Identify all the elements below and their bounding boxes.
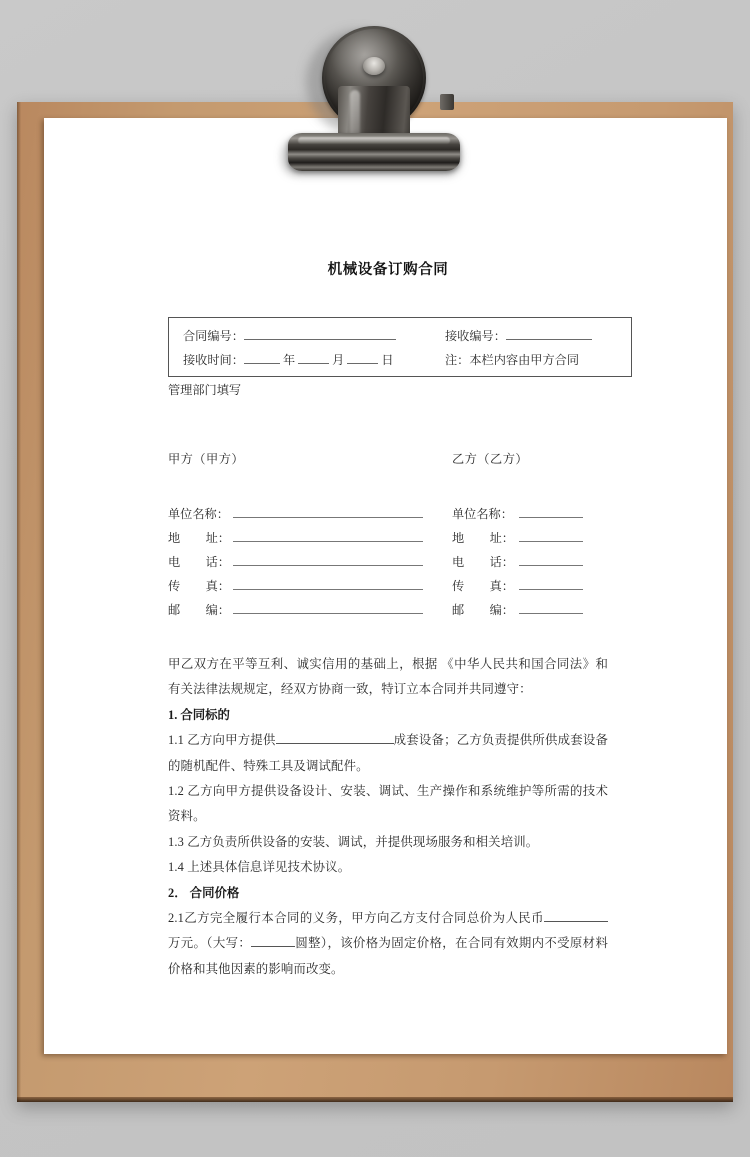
- receipt-number-field: [445, 324, 592, 349]
- party-b-column: [452, 447, 608, 622]
- party-a-address-label-l: 地: [168, 531, 181, 545]
- party-a-zip-blank[interactable]: [233, 600, 423, 614]
- clip-bar: [288, 133, 460, 171]
- party-a-fax-blank[interactable]: [233, 576, 423, 590]
- header-note-text: 注：本栏内容由甲方合同: [445, 353, 580, 367]
- party-a-column: [168, 447, 452, 622]
- party-a-unit-name-blank[interactable]: [233, 504, 423, 518]
- day-unit-label: 日: [381, 353, 394, 367]
- party-a-phone-row: [168, 550, 452, 574]
- party-b-phone-label-l: 电: [452, 555, 465, 569]
- party-b-zip-label-r: 编：: [489, 603, 514, 617]
- party-b-zip-label-l: 邮: [452, 603, 465, 617]
- receipt-year-blank[interactable]: [244, 350, 280, 364]
- party-a-phone-label-r: 话：: [205, 555, 230, 569]
- party-b-address-label-l: 地: [452, 531, 465, 545]
- party-a-title: 甲方（甲方）: [168, 452, 245, 466]
- party-b-fax-label: [452, 574, 514, 599]
- clause-1-3-text: 乙方负责所供设备的安装、调试，并提供现场服务和相关培训。: [187, 834, 539, 849]
- clause-2-1-number: 2.1: [168, 911, 184, 926]
- party-a-unit-name-row: [168, 502, 452, 526]
- party-a-fax-label-r: 真：: [205, 579, 230, 593]
- party-b-phone-blank[interactable]: [519, 552, 583, 566]
- party-b-address-row: [452, 526, 608, 550]
- clause-1-2-text: 乙方向甲方提供设备设计、安装、调试、生产操作和系统维护等所需的技术资料。: [168, 784, 609, 824]
- receipt-number-label: 接收编号：: [445, 329, 506, 343]
- clause-1-2-number: 1.2: [168, 784, 184, 799]
- section-1-heading: 1. 合同标的: [168, 707, 230, 722]
- party-b-phone-label-r: 话：: [489, 555, 514, 569]
- party-a-fax-label-l: 传: [168, 579, 181, 593]
- section-2-heading: 2． 合同价格: [168, 885, 240, 900]
- clause-2-1: [168, 906, 608, 982]
- party-b-address-label: [452, 526, 514, 551]
- preamble-paragraph: 甲乙双方在平等互利、诚实信用的基础上，根据 《中华人民共和国合同法》和有关法律法规规定，经双方协商一致，特订立本合同并共同遵守：: [168, 657, 608, 697]
- receipt-month-blank[interactable]: [298, 350, 329, 364]
- clipboard-clip: [288, 22, 464, 172]
- party-b-address-label-r: 址：: [489, 531, 514, 545]
- clause-2-1-amount-words-blank[interactable]: [251, 934, 295, 947]
- party-b-fax-blank[interactable]: [519, 576, 583, 590]
- contract-number-blank[interactable]: [244, 326, 396, 340]
- receipt-date-label: 接收时间：: [183, 353, 244, 367]
- clause-2-1-text-before: 乙方完全履行本合同的义务，甲方向乙方支付合同总价为人民币: [183, 911, 544, 926]
- contract-header-box: [168, 317, 632, 377]
- clause-2-1-amount-blank[interactable]: [544, 909, 608, 922]
- party-b-zip-label: [452, 598, 514, 623]
- clause-1-3-number: 1.3: [168, 834, 184, 849]
- party-a-zip-row: [168, 598, 452, 622]
- clause-1-1-blank[interactable]: [276, 731, 394, 744]
- header-row-2: [183, 348, 631, 372]
- party-a-phone-label: [168, 550, 230, 575]
- party-b-fax-label-r: 真：: [489, 579, 514, 593]
- party-a-phone-blank[interactable]: [233, 552, 423, 566]
- clause-1-1: [168, 728, 608, 779]
- party-b-fax-label-l: 传: [452, 579, 465, 593]
- clause-1-4: [168, 855, 608, 880]
- clause-1-4-number: 1.4: [168, 860, 184, 875]
- receipt-number-blank[interactable]: [506, 326, 592, 340]
- contract-body: [168, 652, 608, 982]
- header-row-1: [183, 324, 631, 348]
- receipt-date-field: [183, 348, 445, 373]
- clause-1-1-text-before: 乙方向甲方提供: [187, 733, 276, 748]
- clause-1-1-text-after: 成套设备；乙方负责提供所供成套设备的随机配件、特殊工具及调试配件。: [168, 733, 608, 773]
- party-a-fax-row: [168, 574, 452, 598]
- party-b-unit-name-row: [452, 502, 608, 526]
- party-a-address-blank[interactable]: [233, 528, 423, 542]
- party-a-phone-label-l: 电: [168, 555, 181, 569]
- below-box-note: 管理部门填写: [168, 383, 242, 397]
- party-a-zip-label-l: 邮: [168, 603, 181, 617]
- month-unit-label: 月: [332, 353, 345, 367]
- party-a-zip-label-r: 编：: [205, 603, 230, 617]
- receipt-day-blank[interactable]: [347, 350, 378, 364]
- party-a-address-label: [168, 526, 230, 551]
- year-unit-label: 年: [282, 353, 296, 367]
- party-b-zip-row: [452, 598, 608, 622]
- party-a-unit-name-label: 单位名称：: [168, 507, 229, 521]
- header-note: [445, 348, 579, 373]
- party-a-address-label-r: 址：: [205, 531, 230, 545]
- clause-1-3: [168, 830, 608, 855]
- party-b-address-blank[interactable]: [519, 528, 583, 542]
- clause-2-1-text-after: 圆整），该价格为固定价格，在合同有效期内不受原材料价格和其他因素的影响而改变。: [168, 936, 608, 976]
- party-b-phone-row: [452, 550, 608, 574]
- clause-1-2: [168, 779, 608, 830]
- party-b-unit-name-blank[interactable]: [519, 504, 583, 518]
- party-a-zip-label: [168, 598, 230, 623]
- page-title: 机械设备订购合同: [327, 262, 449, 278]
- party-b-phone-label: [452, 550, 514, 575]
- clause-2-1-text-mid: 万元。（大写：: [168, 936, 252, 951]
- board-left-edge: [17, 102, 21, 1102]
- contract-number-label: 合同编号：: [183, 329, 244, 343]
- party-a-fax-label: [168, 574, 230, 599]
- document-content: [168, 258, 608, 982]
- party-b-fax-row: [452, 574, 608, 598]
- party-b-title: 乙方（乙方）: [452, 452, 529, 466]
- clip-side-tab: [440, 94, 454, 110]
- clause-1-4-text: 上述具体信息详见技术协议。: [187, 860, 351, 875]
- party-a-address-row: [168, 526, 452, 550]
- board-bottom-edge: [17, 1097, 733, 1102]
- party-b-unit-name-label: 单位名称：: [452, 507, 513, 521]
- clip-bar-highlight: [298, 137, 450, 144]
- contract-paper: [44, 118, 727, 1054]
- clause-1-1-number: 1.1: [168, 733, 184, 748]
- contract-number-field: [183, 324, 445, 349]
- parties-section: [168, 447, 608, 622]
- party-b-zip-blank[interactable]: [519, 600, 583, 614]
